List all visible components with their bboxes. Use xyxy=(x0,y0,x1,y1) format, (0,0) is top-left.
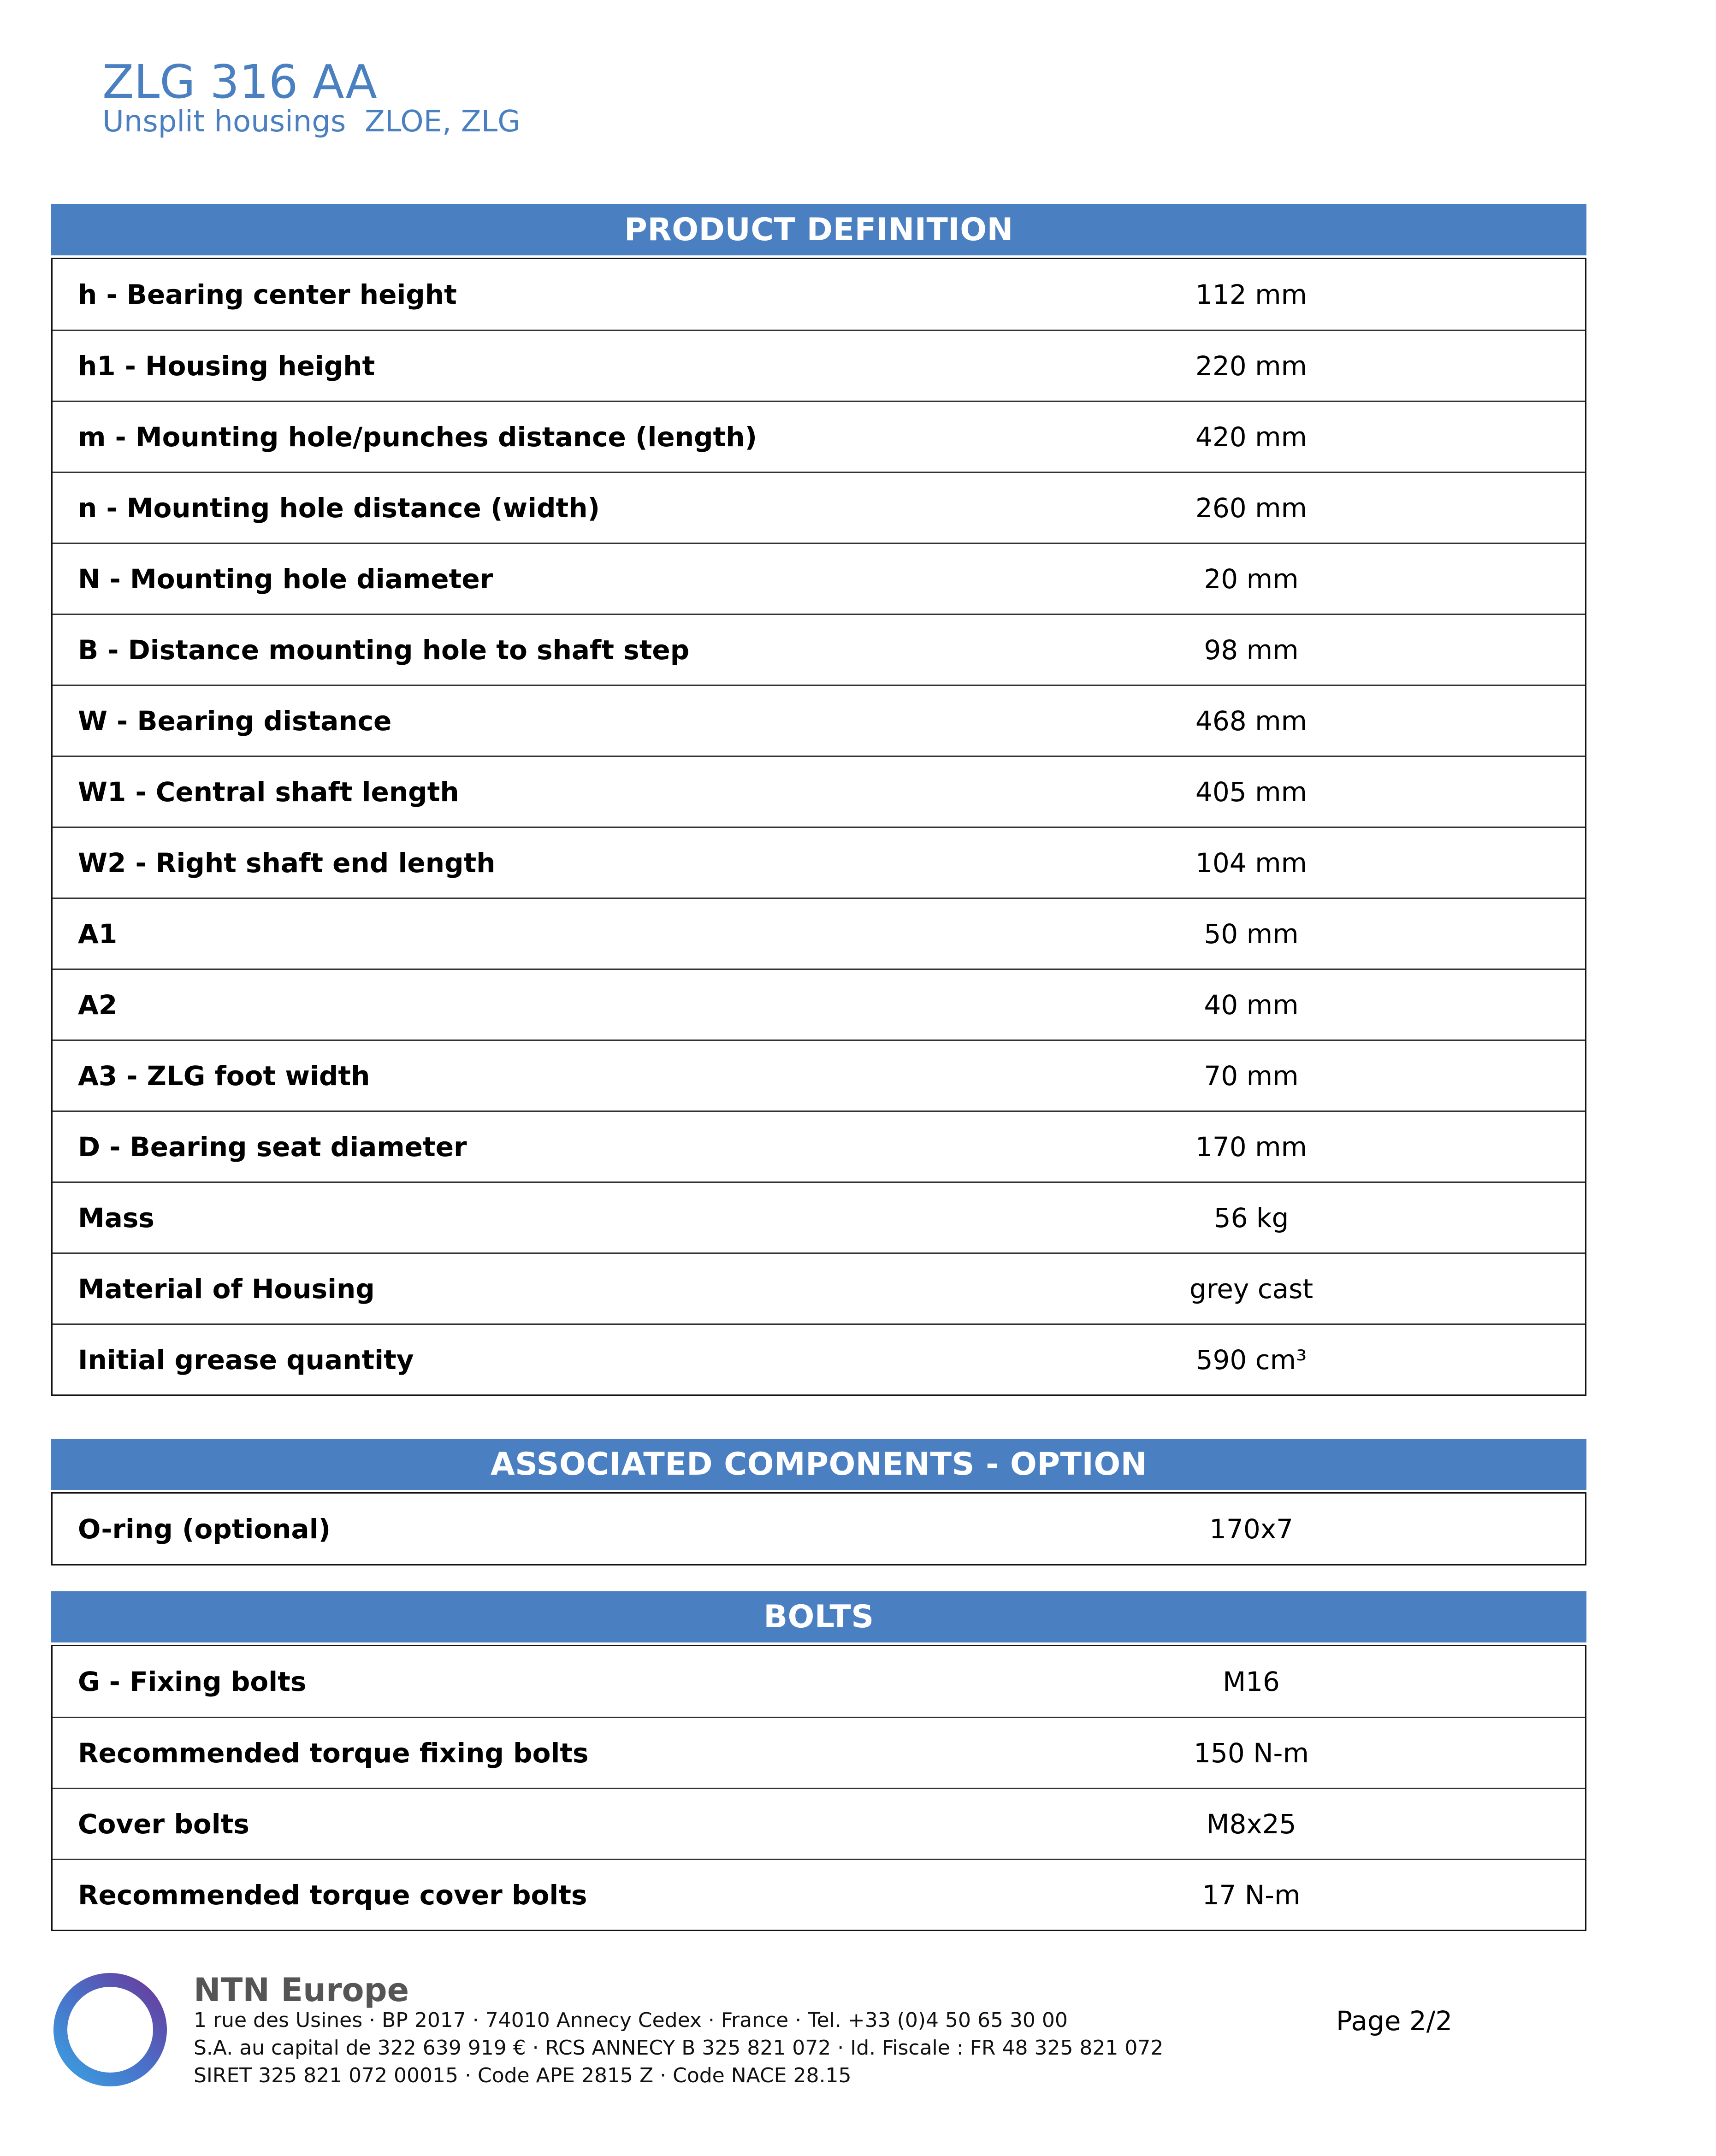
row-label: W - Bearing distance xyxy=(78,705,392,737)
row-label: Cover bolts xyxy=(78,1808,249,1840)
row-label: A1 xyxy=(78,918,118,950)
company-name: NTN Europe xyxy=(194,1971,409,2009)
table-row xyxy=(53,969,1585,1040)
row-label: N - Mounting hole diameter xyxy=(78,563,493,595)
row-label: n - Mounting hole distance (width) xyxy=(78,492,600,524)
product-definition-heading: PRODUCT DEFINITION xyxy=(51,204,1586,255)
row-value: 17 N-m xyxy=(1202,1879,1301,1911)
row-value: 20 mm xyxy=(1204,563,1299,595)
row-value: 112 mm xyxy=(1195,278,1308,310)
row-label: h - Bearing center height xyxy=(78,278,457,310)
table-row xyxy=(53,472,1585,543)
bolts-table xyxy=(51,1645,1586,1931)
row-label: O-ring (optional) xyxy=(78,1513,331,1545)
table-row xyxy=(53,1323,1585,1394)
row-value: 420 mm xyxy=(1195,421,1308,453)
row-value: 260 mm xyxy=(1195,492,1308,524)
associated-components-section xyxy=(51,1439,1586,1565)
table-row xyxy=(53,330,1585,401)
row-value: M16 xyxy=(1223,1666,1280,1697)
row-label: A3 - ZLG foot width xyxy=(78,1060,370,1092)
row-value: 40 mm xyxy=(1204,989,1299,1021)
table-row xyxy=(53,1859,1585,1930)
row-value: 104 mm xyxy=(1195,847,1308,879)
row-value: M8x25 xyxy=(1206,1808,1296,1840)
row-value: 150 N-m xyxy=(1194,1737,1309,1769)
row-label: Recommended torque fixing bolts xyxy=(78,1737,589,1769)
table-row xyxy=(53,1181,1585,1252)
row-label: A2 xyxy=(78,989,118,1021)
address-line: SIRET 325 821 072 00015 · Code APE 2815 Z · Code NACE 28.15 xyxy=(194,2064,852,2087)
table-row xyxy=(53,543,1585,614)
row-value: 590 cm³ xyxy=(1195,1344,1307,1376)
row-value: grey cast xyxy=(1189,1273,1314,1305)
table-row xyxy=(53,1717,1585,1788)
row-value: 56 kg xyxy=(1213,1202,1289,1234)
table-row xyxy=(53,1646,1585,1717)
table-row xyxy=(53,1040,1585,1110)
row-label: Recommended torque cover bolts xyxy=(78,1879,587,1911)
table-row xyxy=(53,259,1585,330)
row-label: Initial grease quantity xyxy=(78,1344,414,1376)
table-row xyxy=(53,827,1585,898)
table-row xyxy=(53,756,1585,827)
row-label: Material of Housing xyxy=(78,1273,375,1305)
table-row xyxy=(53,1494,1585,1564)
table-row xyxy=(53,685,1585,756)
row-value: 405 mm xyxy=(1195,776,1308,808)
bolts-heading: BOLTS xyxy=(51,1591,1586,1642)
row-label: W2 - Right shaft end length xyxy=(78,847,496,879)
ntn-logo-icon xyxy=(51,1971,169,2089)
row-label: W1 - Central shaft length xyxy=(78,776,459,808)
address-line: 1 rue des Usines · BP 2017 · 74010 Annecy Cedex · France · Tel. +33 (0)4 50 65 30 00 xyxy=(194,2008,1068,2032)
product-definition-table xyxy=(51,258,1586,1396)
associated-components-heading: ASSOCIATED COMPONENTS - OPTION xyxy=(51,1439,1586,1490)
row-value: 468 mm xyxy=(1195,705,1308,737)
bolts-section xyxy=(51,1591,1586,1931)
row-label: Mass xyxy=(78,1202,154,1234)
table-row xyxy=(53,1252,1585,1323)
document-title: ZLG 316 AA xyxy=(102,55,377,109)
table-row xyxy=(53,898,1585,969)
row-value: 50 mm xyxy=(1204,918,1299,950)
table-row xyxy=(53,1110,1585,1181)
row-value: 220 mm xyxy=(1195,350,1308,382)
row-value: 170 mm xyxy=(1195,1131,1308,1163)
row-value: 170x7 xyxy=(1209,1513,1293,1545)
row-value: 98 mm xyxy=(1204,634,1299,666)
product-definition-section xyxy=(51,204,1586,1396)
row-label: B - Distance mounting hole to shaft step xyxy=(78,634,690,666)
table-row xyxy=(53,1788,1585,1859)
row-value: 70 mm xyxy=(1204,1060,1299,1092)
address-line: S.A. au capital de 322 639 919 € · RCS ANNECY B 325 821 072 · Id. Fiscale : FR 48 325 821 072 xyxy=(194,2036,1164,2060)
page-number: Page 2/2 xyxy=(1336,2005,1453,2037)
row-label: m - Mounting hole/punches distance (length) xyxy=(78,421,757,453)
row-label: h1 - Housing height xyxy=(78,350,375,382)
table-row xyxy=(53,401,1585,472)
row-label: D - Bearing seat diameter xyxy=(78,1131,467,1163)
document-subtitle: Unsplit housings ZLOE, ZLG xyxy=(102,105,521,139)
associated-components-table xyxy=(51,1492,1586,1565)
table-row xyxy=(53,614,1585,685)
row-label: G - Fixing bolts xyxy=(78,1666,307,1697)
